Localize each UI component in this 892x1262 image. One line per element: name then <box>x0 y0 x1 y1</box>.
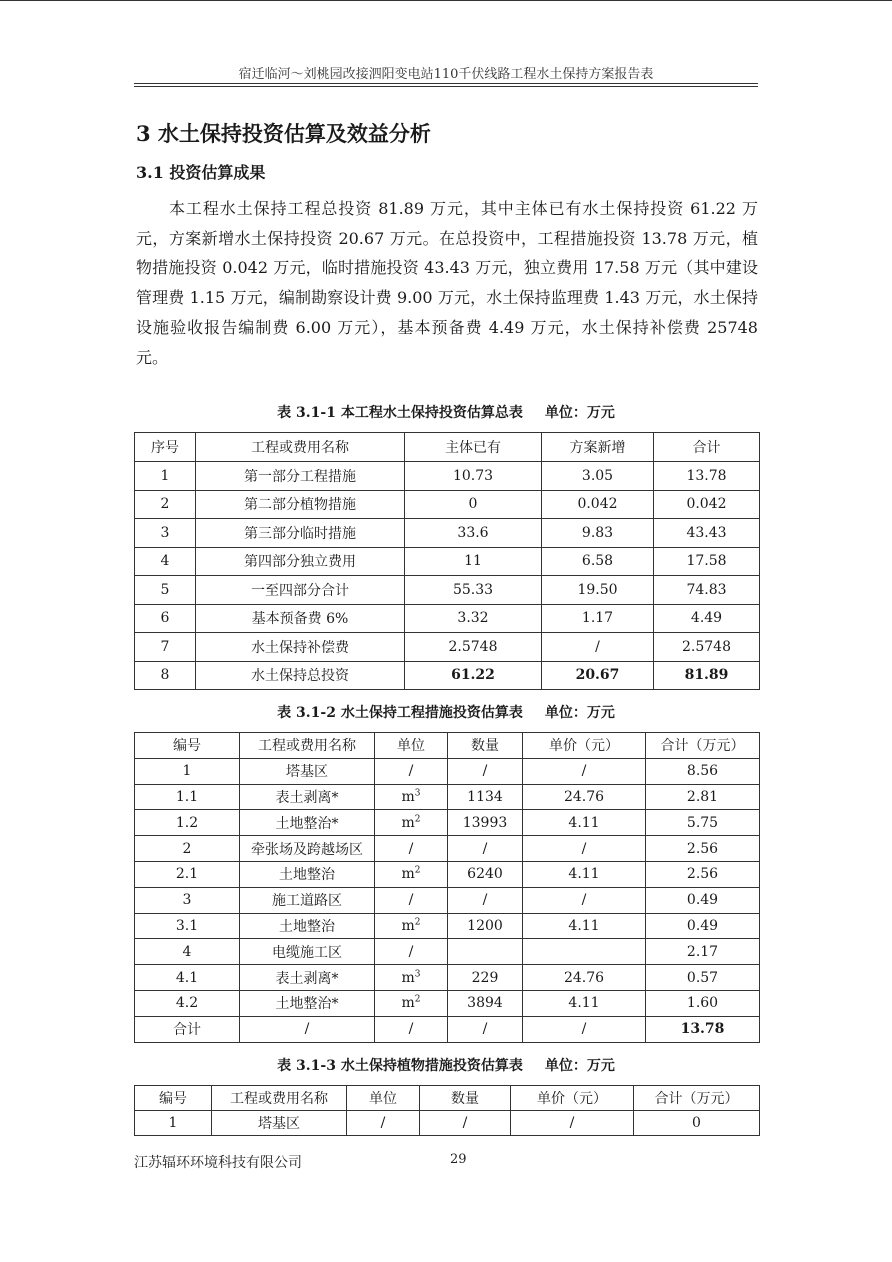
table-cell <box>646 887 760 913</box>
table-header-row <box>135 733 760 759</box>
table-cell <box>405 462 542 491</box>
table-cell <box>405 661 542 690</box>
cell-text: 1.17 <box>581 610 614 627</box>
cell-text: 5 <box>160 581 170 598</box>
cell-text: 8.56 <box>686 763 719 780</box>
cell-text: 塔基区 <box>286 764 328 781</box>
table-cell <box>646 810 760 836</box>
cell-text: / <box>581 1021 587 1038</box>
cell-text: 2.1 <box>175 866 199 883</box>
cell-text: 2.5748 <box>448 638 498 655</box>
cell-text: / <box>581 840 587 857</box>
cell-text: 0.57 <box>686 969 719 986</box>
cell-text: / <box>482 763 488 780</box>
table1-unit: 单位：万元 <box>544 405 615 421</box>
cell-text: m <box>401 969 415 986</box>
cell-text: 33.6 <box>457 524 489 541</box>
table-cell <box>375 913 448 939</box>
cell-text: m <box>401 788 415 805</box>
cell-text: / <box>408 840 414 857</box>
cell-text: 基本预备费 6% <box>251 611 349 628</box>
column-header: 数量 <box>420 1086 511 1111</box>
table-cell <box>542 661 654 690</box>
table-cell <box>240 861 375 887</box>
cell-text: 43.43 <box>686 524 727 541</box>
cell-text: 24.76 <box>563 788 605 805</box>
table-cell <box>240 1016 375 1042</box>
unit-exponent: 2 <box>414 865 421 876</box>
table-cell <box>135 1016 240 1042</box>
table-row <box>135 965 760 991</box>
cell-text: 4 <box>182 943 192 960</box>
table-cell <box>448 758 523 784</box>
table-cell <box>240 913 375 939</box>
table-cell <box>375 810 448 836</box>
table-cell <box>405 490 542 519</box>
cell-text: 0.042 <box>577 496 618 513</box>
table-cell <box>654 462 760 491</box>
table-cell <box>375 1016 448 1042</box>
table-cell <box>135 965 240 991</box>
paragraph-text: 本工程水土保持工程总投资 81.89 万元，其中主体已有水土保持投资 61.22 万元，方案新增水土保持投资 20.67 万元。在总投资中，工程措施投资 13.78 万元，植物措施投资 0.042 万元，临时措施投资 43.43 万元，独立费用 17.58 万元（其中建设管理费 1.15 万元，编制勘察设计费 9.00 万元，水土保持监理费 1.43 万元，水土保持设施验收报告编制费 6.00 万元），基本预备费 4.49 万元，水土保持补偿费 25748 元。 <box>136 199 758 367</box>
cell-text: / <box>482 892 488 909</box>
footer-company: 江苏辐环环境科技有限公司 <box>134 1155 302 1171</box>
table-cell <box>523 1016 646 1042</box>
cell-text: / <box>581 892 587 909</box>
cell-text: 一至四部分合计 <box>251 582 349 599</box>
table-cell <box>405 519 542 548</box>
cell-text: 土地整治* <box>275 996 339 1013</box>
table-cell <box>420 1111 511 1136</box>
plant-measures-table <box>134 1085 760 1136</box>
column-header: 数量 <box>448 733 523 759</box>
cell-text: 1134 <box>467 788 503 805</box>
table-row <box>135 1111 760 1136</box>
cell-text: 塔基区 <box>258 1116 300 1132</box>
table-row <box>135 861 760 887</box>
table-cell <box>542 604 654 633</box>
cell-text: / <box>569 1115 575 1131</box>
table-cell <box>240 784 375 810</box>
table-header-row <box>135 433 760 462</box>
table-cell <box>448 965 523 991</box>
table-cell <box>646 758 760 784</box>
table-row <box>135 519 760 548</box>
cell-text: / <box>595 638 600 655</box>
table-cell <box>448 861 523 887</box>
cell-text: 61.22 <box>451 667 495 684</box>
cell-text: / <box>408 943 414 960</box>
cell-text: 4.49 <box>690 610 723 627</box>
table-cell <box>375 861 448 887</box>
table-cell <box>135 939 240 965</box>
cell-text: m <box>401 917 415 934</box>
column-header: 工程或费用名称 <box>212 1086 347 1111</box>
header-rule-bottom <box>134 86 758 87</box>
table-cell <box>240 965 375 991</box>
unit-exponent: 2 <box>414 994 421 1005</box>
table-cell <box>405 604 542 633</box>
cell-text: 3.32 <box>457 610 489 627</box>
section-heading: 3 水土保持投资估算及效益分析 <box>136 121 431 146</box>
table-row <box>135 547 760 576</box>
table-row <box>135 810 760 836</box>
table-cell <box>448 990 523 1016</box>
table-cell <box>375 939 448 965</box>
table-cell <box>212 1111 347 1136</box>
table-cell <box>240 758 375 784</box>
table-cell <box>448 836 523 862</box>
cell-text: 水土保持补偿费 <box>251 639 349 656</box>
cell-text: 表土剥离* <box>275 970 339 987</box>
cell-text: 2.56 <box>686 866 719 883</box>
table-cell <box>523 861 646 887</box>
cell-text: 81.89 <box>684 667 729 684</box>
table-cell <box>196 490 405 519</box>
table-cell <box>542 462 654 491</box>
table-cell <box>375 784 448 810</box>
page-top-border <box>0 0 892 1</box>
cell-text: 4.11 <box>568 995 600 1012</box>
cell-text: 土地整治* <box>275 815 339 832</box>
table-row <box>135 576 760 605</box>
cell-text: 6240 <box>467 866 503 883</box>
table-cell <box>542 519 654 548</box>
cell-text: 8 <box>160 667 170 684</box>
cell-text: 9.83 <box>581 524 614 541</box>
table-cell <box>634 1111 760 1136</box>
table-cell <box>646 990 760 1016</box>
table1-title: 表 3.1-1 本工程水土保持投资估算总表 <box>277 405 523 421</box>
cell-text: 10.73 <box>452 467 494 484</box>
cell-text: / <box>408 892 414 909</box>
table-cell <box>135 633 196 662</box>
table-cell <box>523 784 646 810</box>
table-cell <box>196 576 405 605</box>
column-header: 单价（元） <box>523 733 646 759</box>
cell-text: 牵张场及跨越场区 <box>251 841 363 858</box>
cell-text: 6.58 <box>581 553 614 570</box>
cell-text: 1.1 <box>175 788 199 805</box>
table-cell <box>523 913 646 939</box>
cell-text: 合计 <box>173 1022 201 1039</box>
cell-text: 1 <box>160 467 170 484</box>
cell-text: 4.11 <box>568 814 600 831</box>
table-cell <box>448 784 523 810</box>
table-cell <box>196 547 405 576</box>
cell-text: 3894 <box>467 995 503 1012</box>
table-row <box>135 990 760 1016</box>
cell-text: 电缆施工区 <box>272 944 342 961</box>
table-cell <box>135 1111 212 1136</box>
table-cell <box>375 965 448 991</box>
table-cell <box>646 939 760 965</box>
cell-text: m <box>401 995 415 1012</box>
table-cell <box>654 490 760 519</box>
cell-text: 11 <box>464 553 482 570</box>
column-header: 工程或费用名称 <box>196 433 405 462</box>
cell-text: 表土剥离* <box>275 789 339 806</box>
table-cell <box>405 633 542 662</box>
cell-text: 3 <box>182 892 192 909</box>
column-header: 主体已有 <box>405 433 542 462</box>
column-header: 单位 <box>347 1086 420 1111</box>
cell-text: 2.81 <box>686 788 719 805</box>
table2-unit: 单位：万元 <box>544 705 615 721</box>
table-header-row <box>135 1086 760 1111</box>
table-cell <box>135 758 240 784</box>
unit-exponent: 2 <box>414 814 421 825</box>
table-cell <box>654 604 760 633</box>
cell-text: / <box>581 763 587 780</box>
cell-text: 1 <box>182 763 192 780</box>
cell-text: 6 <box>160 610 170 627</box>
cell-text: 第三部分临时措施 <box>244 525 356 542</box>
column-header: 单价（元） <box>511 1086 634 1111</box>
header-rule-top <box>134 83 758 84</box>
column-header: 序号 <box>135 433 196 462</box>
cell-text: 74.83 <box>686 581 727 598</box>
table-cell <box>135 519 196 548</box>
column-header: 合计（万元） <box>646 733 760 759</box>
cell-text: 土地整治 <box>279 867 335 884</box>
cell-text: 第一部分工程措施 <box>244 468 356 485</box>
column-header: 单位 <box>375 733 448 759</box>
table-cell <box>135 887 240 913</box>
table-row <box>135 913 760 939</box>
cell-text: / <box>482 840 488 857</box>
cell-text: 1200 <box>467 917 503 934</box>
subsection-heading: 3.1 投资估算成果 <box>136 163 266 182</box>
investment-summary-table <box>134 432 760 690</box>
cell-text: / <box>304 1021 310 1038</box>
table-cell <box>375 887 448 913</box>
total-row <box>135 1016 760 1042</box>
cell-text: / <box>482 1021 488 1038</box>
unit-exponent: 2 <box>414 917 421 928</box>
table-cell <box>646 913 760 939</box>
table-cell <box>654 547 760 576</box>
table-cell <box>523 939 646 965</box>
table2-title: 表 3.1-2 水土保持工程措施投资估算表 <box>277 705 523 721</box>
table-cell <box>448 913 523 939</box>
table-row <box>135 604 760 633</box>
cell-text: 55.33 <box>452 581 494 598</box>
column-header: 编号 <box>135 1086 212 1111</box>
table-cell <box>135 836 240 862</box>
table-cell <box>240 810 375 836</box>
table-cell <box>135 810 240 836</box>
cell-text: 4.11 <box>568 917 600 934</box>
table-cell <box>135 547 196 576</box>
cell-text: 13.78 <box>680 1021 725 1038</box>
table-cell <box>405 547 542 576</box>
unit-exponent: 3 <box>414 968 421 979</box>
cell-text: 4.11 <box>568 866 600 883</box>
table-cell <box>196 604 405 633</box>
table-cell <box>646 965 760 991</box>
cell-text: 3 <box>160 524 170 541</box>
table-cell <box>135 861 240 887</box>
cell-text: 2 <box>182 840 192 857</box>
cell-text: 第四部分独立费用 <box>244 554 356 571</box>
cell-text: 13.78 <box>686 467 727 484</box>
table-cell <box>654 633 760 662</box>
cell-text: 0 <box>692 1115 701 1131</box>
table-cell <box>135 661 196 690</box>
table-cell <box>240 836 375 862</box>
cell-text: 施工道路区 <box>272 893 342 910</box>
table-row <box>135 887 760 913</box>
table-cell <box>542 633 654 662</box>
column-header: 编号 <box>135 733 240 759</box>
table-cell <box>135 990 240 1016</box>
table-row <box>135 633 760 662</box>
cell-text: 1.60 <box>686 995 719 1012</box>
table-cell <box>347 1111 420 1136</box>
cell-text: 第二部分植物措施 <box>244 497 356 514</box>
table-cell <box>240 939 375 965</box>
table-cell <box>375 990 448 1016</box>
cell-text: 3.1 <box>175 917 199 934</box>
table-cell <box>646 836 760 862</box>
cell-text: 4 <box>160 553 170 570</box>
table-cell <box>523 810 646 836</box>
cell-text: 19.50 <box>577 581 618 598</box>
table-row <box>135 939 760 965</box>
table-cell <box>448 939 523 965</box>
table-cell <box>542 576 654 605</box>
cell-text: 土地整治 <box>279 918 335 935</box>
table-cell <box>375 836 448 862</box>
table-cell <box>196 519 405 548</box>
table2-caption <box>134 702 758 722</box>
cell-text: / <box>462 1115 468 1131</box>
table-cell <box>654 661 760 690</box>
cell-text: 229 <box>471 969 499 986</box>
table-cell <box>135 576 196 605</box>
table-cell <box>654 576 760 605</box>
table-row <box>135 490 760 519</box>
table-cell <box>375 758 448 784</box>
unit-exponent: 3 <box>414 788 421 799</box>
table-cell <box>135 462 196 491</box>
table-cell <box>646 784 760 810</box>
table-cell <box>135 913 240 939</box>
table-row <box>135 836 760 862</box>
table1-caption <box>134 402 758 422</box>
page-number: 29 <box>450 1152 467 1167</box>
table3-unit: 单位：万元 <box>544 1058 615 1074</box>
table-cell <box>448 1016 523 1042</box>
cell-text: 2.5748 <box>682 638 731 655</box>
cell-text: 0 <box>468 496 478 513</box>
table-cell <box>523 965 646 991</box>
column-header: 合计（万元） <box>634 1086 760 1111</box>
table-cell <box>523 990 646 1016</box>
table-cell <box>196 633 405 662</box>
table3-caption <box>134 1055 758 1075</box>
table-cell <box>135 604 196 633</box>
table-row <box>135 758 760 784</box>
cell-text: 7 <box>160 638 170 655</box>
cell-text: m <box>401 814 415 831</box>
table-row <box>135 462 760 491</box>
cell-text: / <box>408 763 414 780</box>
cell-text: m <box>401 866 415 883</box>
body-paragraph <box>136 194 758 372</box>
cell-text: 1 <box>168 1115 178 1131</box>
cell-text: 2 <box>160 496 170 513</box>
cell-text: 5.75 <box>686 814 719 831</box>
cell-text: 3.05 <box>581 467 614 484</box>
table-cell <box>646 1016 760 1042</box>
column-header: 方案新增 <box>542 433 654 462</box>
cell-text: 2.56 <box>686 840 719 857</box>
table-cell <box>196 661 405 690</box>
cell-text: 20.67 <box>575 667 620 684</box>
table-cell <box>523 758 646 784</box>
cell-text: 0.042 <box>686 496 727 513</box>
cell-text: 0.49 <box>686 917 719 934</box>
column-header: 合计 <box>654 433 760 462</box>
cell-text: / <box>408 1021 414 1038</box>
table-cell <box>240 990 375 1016</box>
table-cell <box>511 1111 634 1136</box>
table3-title: 表 3.1-3 水土保持植物措施投资估算表 <box>277 1058 523 1074</box>
running-header: 宿迁临河～刘桃园改接泗阳变电站110千伏线路工程水土保持方案报告表 <box>238 67 654 82</box>
table-cell <box>448 887 523 913</box>
engineering-measures-table <box>134 732 760 1043</box>
table-cell <box>646 861 760 887</box>
table-cell <box>135 490 196 519</box>
table-cell <box>523 887 646 913</box>
table-cell <box>654 519 760 548</box>
table-cell <box>196 462 405 491</box>
table-cell <box>448 810 523 836</box>
table-cell <box>135 784 240 810</box>
table-cell <box>523 836 646 862</box>
cell-text: 13993 <box>462 814 508 831</box>
table-cell <box>542 490 654 519</box>
cell-text: 24.76 <box>563 969 605 986</box>
cell-text: 2.17 <box>686 943 719 960</box>
table-row <box>135 661 760 690</box>
table-cell <box>405 576 542 605</box>
table-cell <box>240 887 375 913</box>
cell-text: 水土保持总投资 <box>251 668 349 685</box>
table-row <box>135 784 760 810</box>
column-header: 工程或费用名称 <box>240 733 375 759</box>
cell-text: 0.49 <box>686 892 719 909</box>
cell-text: / <box>380 1115 386 1131</box>
cell-text: 17.58 <box>686 553 727 570</box>
cell-text: 4.1 <box>175 969 199 986</box>
cell-text: 4.2 <box>175 995 199 1012</box>
table-cell <box>542 547 654 576</box>
cell-text: 1.2 <box>175 814 199 831</box>
